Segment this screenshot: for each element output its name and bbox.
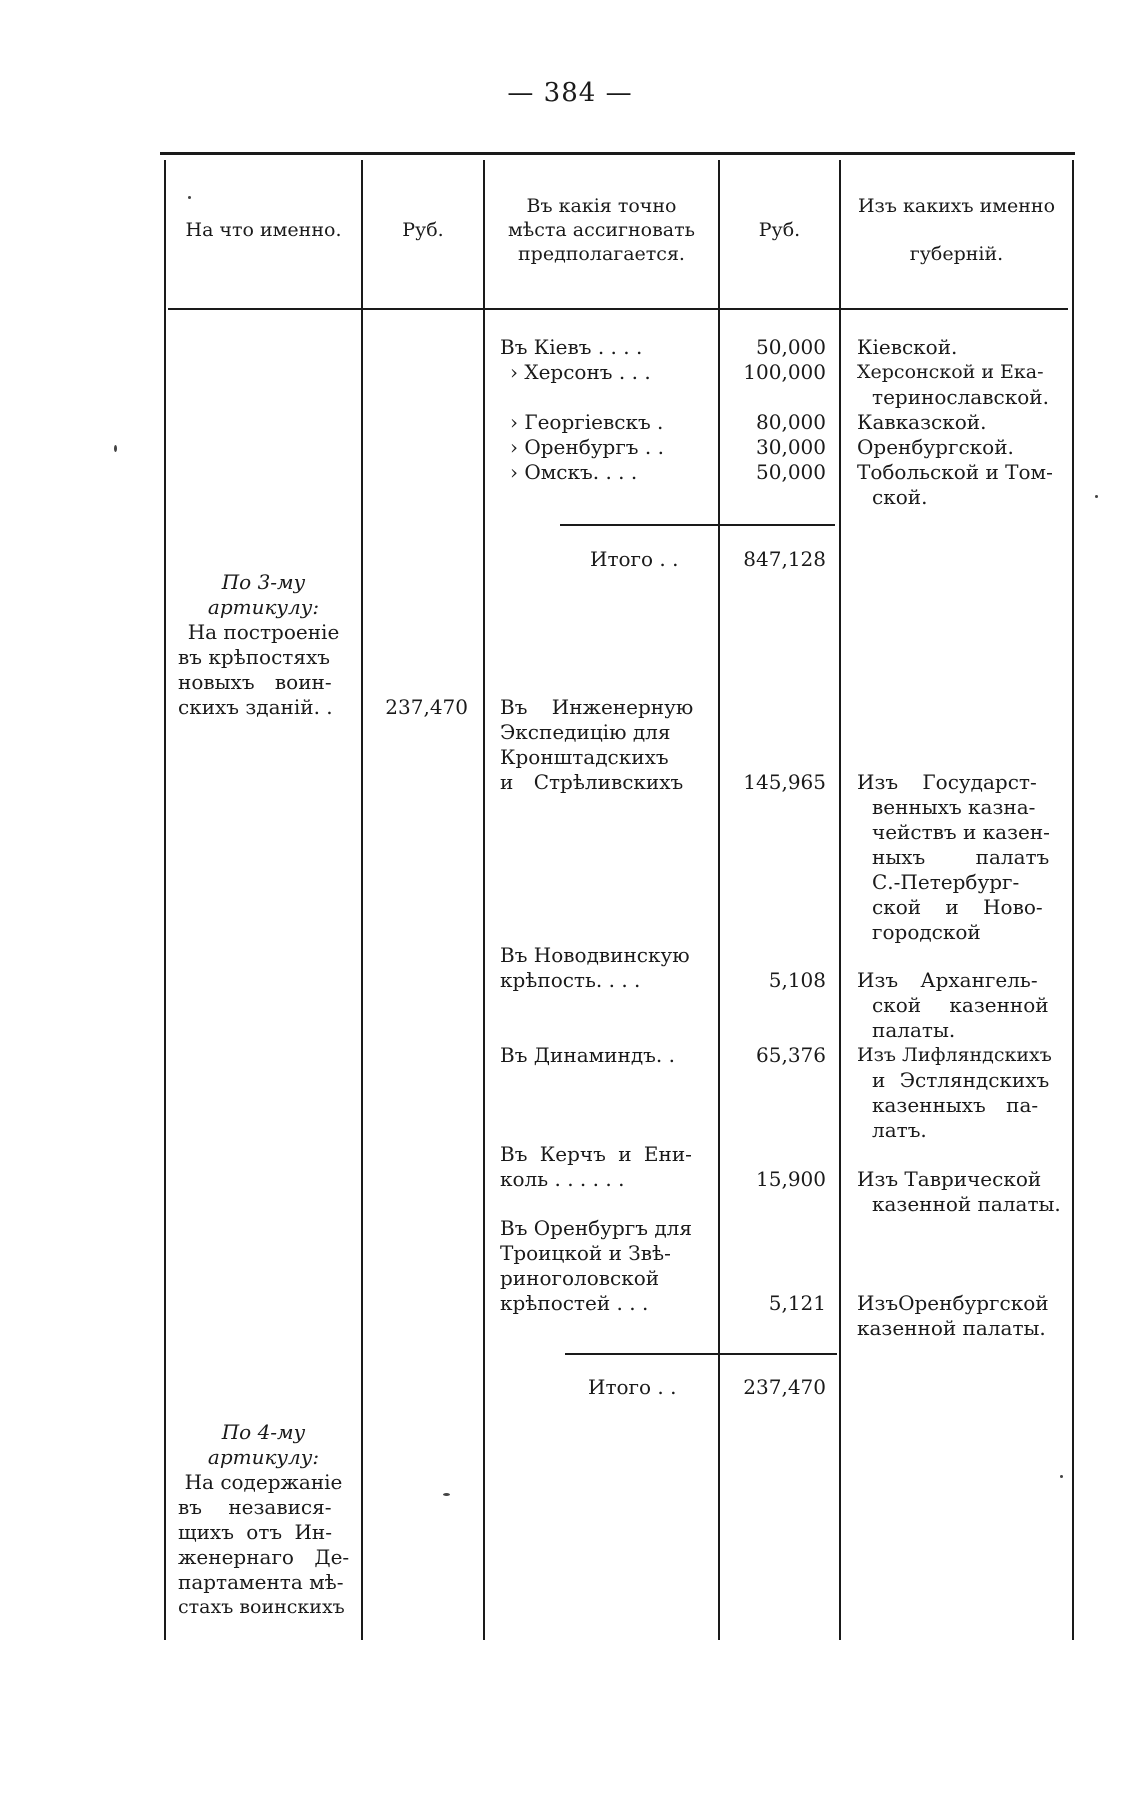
place-engineering-line-1: Въ Инженерную: [500, 695, 694, 719]
source-kerch-line-2: казенной палаты.: [872, 1192, 1061, 1216]
source-engineering-line-7: городской: [872, 920, 981, 944]
page-number: — 384 —: [507, 78, 633, 108]
header-places-line-1: Въ какія точно: [526, 195, 677, 217]
article4-title-line-1: По 4-му: [221, 1420, 306, 1444]
header-provinces-line-1: Изъ какихъ именно: [857, 195, 1056, 217]
amount-troitsk: 5,121: [768, 1291, 826, 1315]
amount-dinamind: 65,376: [756, 1043, 826, 1067]
source-troitsk-line-2: казенной палаты.: [857, 1316, 1046, 1340]
table-top-rule: [160, 152, 1075, 155]
place-kerch-line-1: Въ Керчъ и Ени-: [500, 1142, 692, 1166]
article3-desc-line-3: новыхъ воин-: [178, 670, 332, 694]
article4-desc-line-2: въ независя-: [178, 1495, 332, 1519]
article3-desc-line-1: На построеніе: [187, 620, 340, 644]
source-engineering-line-4: ныхъ палатъ: [872, 845, 1050, 869]
scan-speck: [443, 1493, 450, 1496]
amount-orenburg: 30,000: [756, 435, 826, 459]
header-rub-1: Руб.: [402, 219, 444, 241]
table-left-border: [164, 160, 166, 1640]
place-troitsk-line-3: риноголовской: [500, 1266, 660, 1290]
table-right-border: [1072, 160, 1074, 1640]
source-omsk-line-2: ской.: [872, 485, 928, 509]
source-dinamind-line-4: латъ.: [872, 1118, 927, 1142]
amount-georgievsk: 80,000: [756, 410, 826, 434]
source-kherson-line-1: Херсонской и Ека-: [857, 361, 1044, 383]
amount-kerch: 15,900: [756, 1167, 826, 1191]
column-divider-1: [361, 160, 363, 1640]
place-troitsk-line-2: Троицкой и Звѣ-: [500, 1241, 671, 1265]
scan-speck: [1060, 1475, 1063, 1478]
place-engineering-line-4: и Стрѣливскихъ: [500, 770, 684, 794]
header-places-line-2: мѣста ассигновать: [508, 219, 695, 241]
source-novodvinsk-line-3: палаты.: [872, 1018, 956, 1042]
total-amount-2: 237,470: [743, 1375, 826, 1399]
amount-kiev: 50,000: [756, 335, 826, 359]
source-engineering-line-3: чействъ и казен-: [872, 820, 1050, 844]
place-georgievsk: › Георгіевскъ .: [510, 410, 664, 434]
place-troitsk-line-4: крѣпостей . . .: [500, 1291, 649, 1315]
source-novodvinsk-line-2: ской казенной: [872, 993, 1049, 1017]
article4-desc-line-5: партамента мѣ-: [178, 1570, 344, 1594]
place-novodvinsk-line-2: крѣпость. . . .: [500, 968, 641, 992]
scan-speck: [188, 196, 191, 199]
source-kiev: Кіевской.: [857, 335, 958, 359]
source-omsk-line-1: Тобольской и Том-: [857, 460, 1053, 484]
place-kerch-line-2: коль . . . . . .: [500, 1167, 625, 1191]
header-rub-2: Руб.: [758, 219, 801, 241]
source-georgievsk: Кавказской.: [857, 410, 987, 434]
source-engineering-line-2: венныхъ казна-: [872, 795, 1036, 819]
column-divider-2: [483, 160, 485, 1640]
amount-kherson: 100,000: [743, 360, 826, 384]
place-omsk: › Омскъ. . . .: [510, 460, 638, 484]
header-bottom-rule: [168, 308, 1068, 310]
total-label-2: Итого . .: [588, 1375, 677, 1399]
article4-title-line-2: артикулу:: [207, 1445, 320, 1469]
source-dinamind-line-2: и Эстляндскихъ: [872, 1068, 1050, 1092]
article3-amount: 237,470: [385, 695, 468, 719]
article3-desc-line-4: скихъ зданій. .: [178, 695, 333, 719]
source-orenburg: Оренбургской.: [857, 435, 1014, 459]
header-what: На что именно.: [185, 219, 342, 241]
total-label-1: Итого . .: [590, 547, 679, 571]
amount-engineering: 145,965: [743, 770, 826, 794]
place-kiev: Въ Кіевъ . . . .: [500, 335, 643, 359]
place-engineering-line-2: Экспедицію для: [500, 720, 671, 744]
column-divider-4: [839, 160, 841, 1640]
article4-desc-line-1: На содержаніе: [184, 1470, 343, 1494]
scan-speck: [1095, 495, 1098, 498]
source-engineering-line-5: С.-Петербург-: [872, 870, 1020, 894]
article3-title-line-2: артикулу:: [207, 595, 320, 619]
article3-title-line-1: По 3-му: [221, 570, 306, 594]
scan-speck: [114, 445, 117, 452]
subtotal-rule-1: [560, 524, 835, 526]
amount-novodvinsk: 5,108: [768, 968, 826, 992]
source-engineering-line-1: Изъ Государст-: [857, 770, 1037, 794]
source-engineering-line-6: ской и Ново-: [872, 895, 1043, 919]
source-dinamind-line-3: казенныхъ па-: [872, 1093, 1039, 1117]
article4-desc-line-4: женернаго Де-: [178, 1545, 350, 1569]
place-kherson: › Херсонъ . . .: [510, 360, 651, 384]
place-dinamind: Въ Динаминдъ. .: [500, 1043, 675, 1067]
place-orenburg: › Оренбургъ . .: [510, 435, 664, 459]
total-amount-1: 847,128: [743, 547, 826, 571]
source-troitsk-line-1: ИзъОренбургской: [857, 1291, 1049, 1315]
article4-desc-line-6: стахъ воинскихъ: [178, 1596, 345, 1618]
amount-omsk: 50,000: [756, 460, 826, 484]
place-engineering-line-3: Кронштадскихъ: [500, 745, 669, 769]
source-kherson-line-2: теринославской.: [872, 385, 1049, 409]
place-troitsk-line-1: Въ Оренбургъ для: [500, 1216, 692, 1240]
article3-desc-line-2: въ крѣпостяхъ: [178, 645, 330, 669]
place-novodvinsk-line-1: Въ Новодвинскую: [500, 943, 690, 967]
header-provinces-line-2: губерній.: [909, 243, 1004, 265]
subtotal-rule-2: [565, 1353, 837, 1355]
source-novodvinsk-line-1: Изъ Архангель-: [857, 968, 1038, 992]
source-dinamind-line-1: Изъ Лифляндскихъ: [857, 1044, 1052, 1066]
article4-desc-line-3: щихъ отъ Ин-: [178, 1520, 333, 1544]
source-kerch-line-1: Изъ Таврической: [857, 1167, 1042, 1191]
header-places-line-3: предполагается.: [518, 243, 685, 265]
